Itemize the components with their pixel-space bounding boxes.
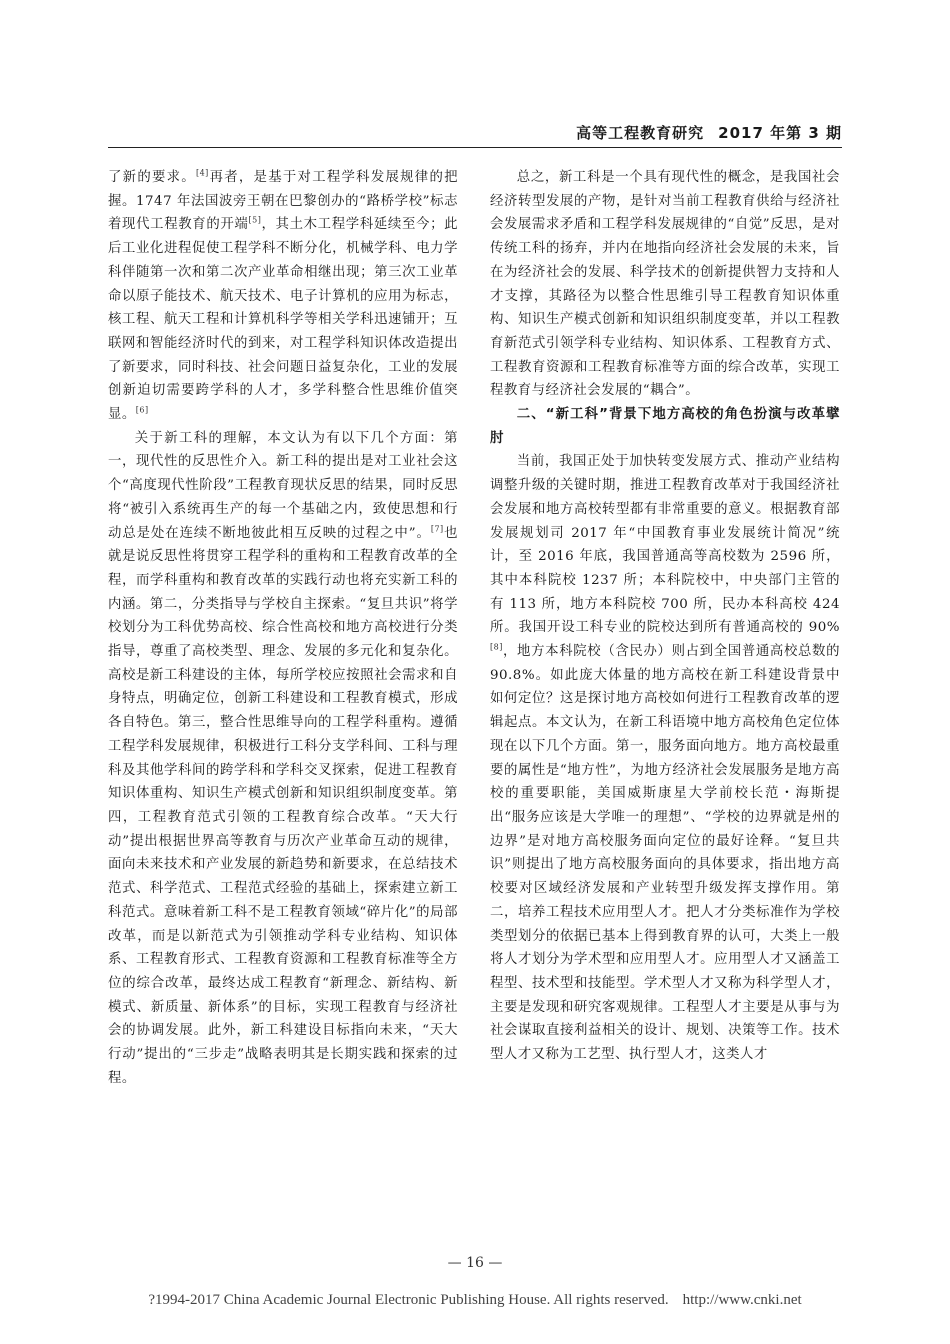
text-run: 再者，是基于对工程学科发展规律的把握。1747 年法国波旁王朝在巴黎创办的“路桥学校”标志着现代工程教育的开端 xyxy=(108,170,459,233)
copyright-notice: ?1994-2017 China Academic Journal Electronic Publishing House. All rights reserved. xyxy=(148,1292,669,1308)
journal-name: 高等工程教育研究 xyxy=(576,124,705,142)
text-run: 了新的要求。 xyxy=(108,170,196,185)
right-column xyxy=(490,166,840,1067)
website-link[interactable]: http://www.cnki.net xyxy=(682,1292,802,1308)
running-header xyxy=(562,122,842,143)
citation-ref: [6] xyxy=(135,405,149,415)
issue-label: 2017 年第 3 期 xyxy=(718,124,842,142)
paragraph xyxy=(108,427,458,1091)
left-column xyxy=(108,166,458,1090)
text-run: 关于新工科的理解，本文认为有以下几个方面：第一，现代性的反思性介入。新工科的提出是对工业社会这个“高度现代性阶段”工程教育现状反思的结果，同时反思将“被引入系统再生产的每一个基础之内，致使思想和行动总是处在连续不断地彼此相互反映的过程之中”。 xyxy=(108,430,458,541)
page-number: — 16 — xyxy=(447,1255,503,1271)
citation-ref: [5] xyxy=(248,215,262,225)
text-run: ，其土木工程学科延续至今；此后工业化进程促使工程学科不断分化，机械学科、电力学科伴随第一次和第二次产业革命相继出现；第三次工业革命以原子能技术、航天技术、电子计算机的应用为标志，核工程、航天工程和计算机科学等相关学科迅速铺开；互联网和智能经济时代的到来，对工程学科知识体改造提出了新要求，同时科技、社会问题日益复杂化，工业的发展创新迫切需要跨学科的人才，多学科整合性思维价值突显。 xyxy=(108,217,459,423)
paragraph xyxy=(490,450,840,1066)
text-run: 也就是说反思性将贯穿工程学科的重构和工程教育改革的全程，而学科重构和教育改革的实践行动也将充实新工科的内涵。第二，分类指导与学校自主探索。“复旦共识”将学校划分为工科优势高校、综合性高校和地方高校进行分类指导，尊重了高校类型、理念、发展的多元化和复杂化。高校是新工科建设的主体，每所学校应按照社会需求和自身特点，明确定位，创新工科建设和工程教育模式，形成各自特色。第三，整合性思维导向的工程学科重构。遵循工程学科发展规律，积极进行工科分支学科间、工科与理科及其他学科间的跨学科和学科交叉探索，促进工程教育知识体重构、知识生产模式创新和知识组织制度变革。第四，工程教育范式引领的工程教育综合改革。“天大行动”提出根据世界高等教育与历次产业革命互动的规律，面向未来技术和产业发展的新趋势和新要求，在总结技术范式、科学范式、工程范式经验的基础上，探索建立新工科范式。意味着新工科不是工程教育领域“碎片化”的局部改革，而是以新范式为引领推动学科专业结构、知识体系、工程教育形式、工程教育资源和工程教育标准等全方位的综合改革，最终达成工程教育“新理念、新结构、新模式、新质量、新体系”的目标，实现工程教育与经济社会的协调发展。此外，新工科建设目标指向未来，“天大行动”提出的“三步走”战略表明其是长期实践和探索的过程。 xyxy=(108,525,458,1086)
citation-ref: [8] xyxy=(490,642,503,652)
text-run: 当前，我国正处于加快转变发展方式、推动产业结构调整升级的关键时期，推进工程教育改革对于我国经济社会发展和地方高校转型都有非常重要的意义。根据教育部发展规划司 2017 年“中国教育事业发展统计简况”统计，至 2016 年底，我国普通高等高校数为 2596 所，其中本科院校 1237 所；本科院校中，中央部门主管的有 113 所，地方本科院校 700 所，民办本科高校 424 所。我国开设工科专业的院校达到所有普通高校的 90% xyxy=(490,454,840,636)
footer xyxy=(0,1292,950,1309)
section-heading: 二、“新工科”背景下地方高校的角色扮演与改革擘肘 xyxy=(490,407,840,446)
paragraph xyxy=(108,166,458,427)
citation-ref: [4] xyxy=(195,168,209,178)
paragraph xyxy=(490,166,840,403)
citation-ref: [7] xyxy=(430,524,444,534)
header-rule xyxy=(108,147,842,148)
text-run: 总之，新工科是一个具有现代性的概念，是我国社会经济转型发展的产物，是针对当前工程教育供给与经济社会发展需求矛盾和工程学科发展规律的“自觉”反思，是对传统工科的扬弃，并内在地指向经济社会发展的未来，旨在为经济社会的发展、科学技术的创新提供智力支持和人才支撑，其路径为以整合性思维引导工程教育知识体重构、知识生产模式创新和知识组织制度变革，并以工程教育新范式引领学科专业结构、知识体系、工程教育方式、工程教育资源和工程教育标准等方面的综合改革，实现工程教育与经济社会发展的“耦合”。 xyxy=(490,170,840,399)
text-run: ，地方本科院校（含民办）则占到全国普通高校总数的 90.8%。如此庞大体量的地方高校在新工科建设背景中如何定位？这是探讨地方高校如何进行工程教育改革的逻辑起点。本文认为，在新工科语境中地方高校角色定位体现在以下几个方面。第一，服务面向地方。地方高校最重要的属性是“地方性”，为地方经济社会发展服务是地方高校的重要职能，美国威斯康星大学前校长范・海斯提出“服务应该是大学唯一的理想”、“学校的边界就是州的边界”是对地方高校服务面向定位的最好诠释。“复旦共识”则提出了地方高校服务面向的具体要求，指出地方高校要对区域经济发展和产业转型升级发挥支撑作用。第二，培养工程技术应用型人才。把人才分类标准作为学校类型划分的依据已基本上得到教育界的认可，大类上一般将人才划分为学术型和应用型人才。应用型人才又涵盖工程型、技术型和技能型。学术型人才又称为科学型人才，主要是发现和研究客观规律。工程型人才主要是从事与为社会谋取直接利益相关的设计、规划、决策等工作。技术型人才又称为工艺型、执行型人才，这类人才 xyxy=(490,644,840,1063)
